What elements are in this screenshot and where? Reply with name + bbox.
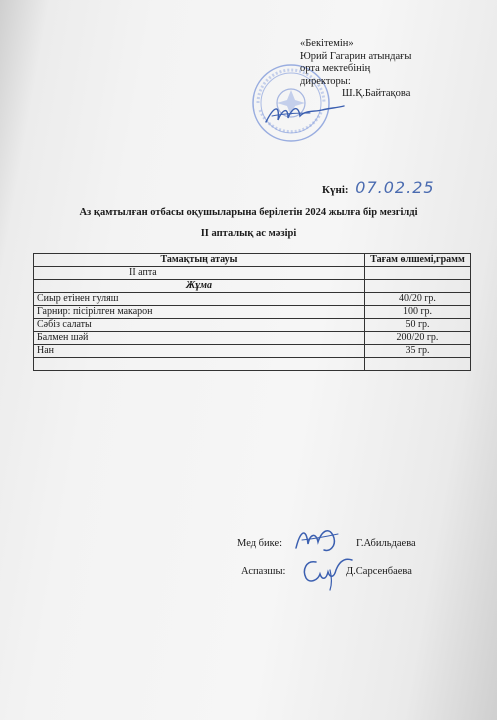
- table-row: [34, 345, 471, 358]
- dish-amount: 100 гр.: [365, 306, 471, 319]
- dish-name: Нан: [34, 345, 365, 358]
- dish-name: Балмен шәй: [34, 332, 365, 345]
- dish-amount: 50 гр.: [365, 319, 471, 332]
- dish-name: Гарнир: пісірілген макарон: [34, 306, 365, 319]
- menu-table: [33, 253, 471, 371]
- week-label: II апта: [34, 267, 365, 280]
- date-row: [322, 178, 435, 197]
- director-label: директоры:: [300, 75, 351, 87]
- director-signature: [262, 98, 347, 128]
- header-portion: Тағам өлшемі,грамм: [365, 254, 471, 267]
- dish-amount: 200/20 гр.: [365, 332, 471, 345]
- document-subtitle: II апталық ас мәзірі: [200, 228, 297, 239]
- approval-heading: «Бекітемін»: [300, 38, 354, 49]
- table-row: [34, 319, 471, 332]
- header-dish-name: Тамақтың атауы: [34, 254, 365, 267]
- week-row: [34, 267, 471, 280]
- dish-amount: 35 гр.: [365, 345, 471, 358]
- cook-label: Аспазшы:: [241, 566, 286, 577]
- table-row: [34, 306, 471, 319]
- dish-name: Сәбіз салаты: [34, 319, 365, 332]
- table-row: [34, 332, 471, 345]
- cook-name: Д.Сарсенбаева: [346, 566, 412, 577]
- day-row: [34, 280, 471, 293]
- dish-name: Сиыр етінен гуляш: [34, 293, 365, 306]
- day-label: Жұма: [34, 280, 365, 293]
- table-header-row: [34, 254, 471, 267]
- dish-amount: 40/20 гр.: [365, 293, 471, 306]
- nurse-name: Г.Абильдаева: [356, 538, 416, 549]
- table-row: [34, 293, 471, 306]
- school-type-line: орта мектебінің: [300, 63, 371, 74]
- document-title: Аз қамтылған отбасы оқушыларына берілетін 2024 жылға бір мезгілді: [79, 207, 418, 218]
- table-row-empty: [34, 358, 471, 371]
- school-name-line: Юрий Гагарин атындағы: [300, 50, 412, 62]
- approval-block: [300, 38, 411, 101]
- date-label: Күні:: [322, 184, 349, 196]
- date-value: 07.02.25: [355, 178, 435, 197]
- director-name: Ш.Қ.Байтақова: [342, 88, 411, 99]
- nurse-label: Мед бике:: [237, 538, 283, 549]
